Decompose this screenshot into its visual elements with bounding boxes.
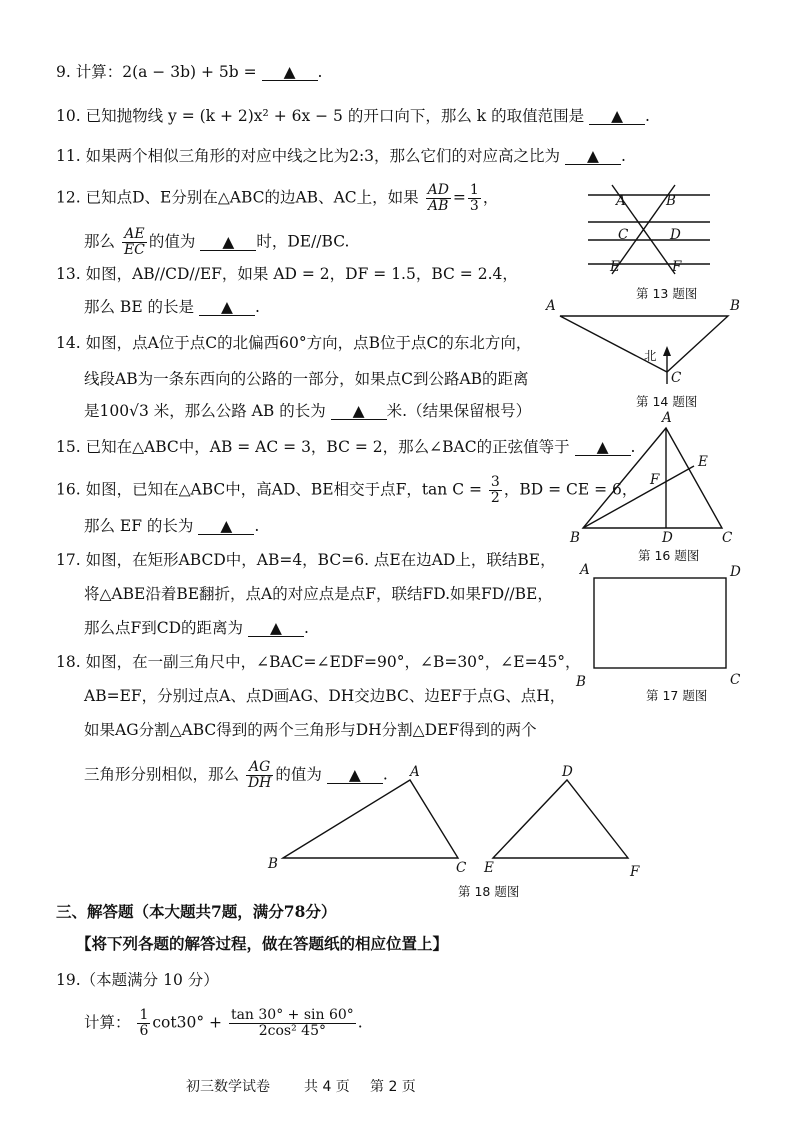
question-12: 12. 已知点D、E分别在△ABC的边AB、AC上，如果 $\frac{AD}{AB}$ = $\frac{1}{3}$ ， xyxy=(56,182,499,214)
answer-blank: ▲ xyxy=(589,108,645,125)
footer-total-pages: 共 4 页 xyxy=(304,1079,350,1095)
fraction-trig: $\frac{\tan 30^\circ + \sin 60^\circ}{\text{2cos² 45°}}$ xyxy=(230,1007,354,1039)
fraction-ag-dh: $\frac{AG}{DH}$ xyxy=(247,759,272,791)
fig14-north-label: 北 xyxy=(644,348,657,363)
fig18-label-f: F xyxy=(630,864,640,880)
fig17-label-a: A xyxy=(580,562,590,578)
fraction-one-third: $\frac{1}{3}$ xyxy=(469,182,479,214)
question-9: 9. 计算：2(a − 3b) + 5b = ▲ . xyxy=(56,63,323,81)
footer-page-number: 第 2 页 xyxy=(370,1079,416,1095)
answer-blank: ▲ xyxy=(200,234,256,251)
north-arrow-icon xyxy=(663,346,671,356)
fig17-label-d: D xyxy=(730,564,741,580)
question-19: 19.（本题满分 10 分） xyxy=(56,971,219,989)
fraction-ad-ab: $\frac{AD}{AB}$ xyxy=(427,182,449,214)
answer-blank: ▲ xyxy=(575,439,631,456)
answer-blank: ▲ xyxy=(262,64,318,81)
figure-18-triangle-def xyxy=(493,780,628,858)
fig18-label-e: E xyxy=(484,860,494,876)
fig16-label-c: C xyxy=(722,530,733,546)
question-18-line3: 如果AG分割△ABC得到的两个三角形与DH分割△DEF得到的两个 xyxy=(84,721,537,739)
question-18: 18. 如图，在一副三角尺中，∠BAC=∠EDF=90°，∠B=30°，∠E=45°， xyxy=(56,653,581,671)
question-11: 11. 如果两个相似三角形的对应中线之比为2:3，那么它们的对应高之比为 ▲ . xyxy=(56,147,626,165)
fig18-caption: 第 18 题图 xyxy=(458,884,520,899)
answer-blank: ▲ xyxy=(198,518,254,535)
fig13-label-e: E xyxy=(610,259,620,275)
fig13-label-a: A xyxy=(616,193,626,209)
question-14: 14. 如图，点A位于点C的北偏西60°方向，点B位于点C的东北方向， xyxy=(56,334,532,352)
fig17-label-b: B xyxy=(576,674,586,690)
question-19-expression: 计算： $\frac{1}{6}$ cot30° + $\frac{\tan 30^\circ + \sin 60^\circ}{\text{2cos² 45°}}$ . xyxy=(84,1007,363,1039)
figure-17-rectangle xyxy=(594,578,726,668)
fig14-label-a: A xyxy=(546,298,556,314)
fig13-caption: 第 13 题图 xyxy=(636,286,698,301)
answer-blank: ▲ xyxy=(331,403,387,420)
fig16-label-d: D xyxy=(662,530,673,546)
footer-title: 初三数学试卷 xyxy=(186,1079,270,1095)
question-15: 15. 已知在△ABC中，AB = AC = 3，BC = 2，那么∠BAC的正弦值等于 ▲ . xyxy=(56,438,636,456)
question-17-line2: 将△ABE沿着BE翻折，点A的对应点是点F，联结FD.如果FD//BE， xyxy=(84,585,553,603)
question-16-line2: 那么 EF 的长为 ▲ . xyxy=(84,517,260,535)
fig17-label-c: C xyxy=(730,672,741,688)
question-12-line2: 那么 $\frac{AE}{EC}$ 的值为 ▲ 时，DE//BC. xyxy=(84,226,350,258)
fig16-label-e: E xyxy=(698,454,708,470)
answer-blank: ▲ xyxy=(248,620,304,637)
fig13-label-f: F xyxy=(672,259,682,275)
fig13-label-c: C xyxy=(618,227,629,243)
fraction-three-halves: $\frac{3}{2}$ xyxy=(490,474,500,506)
question-18-line4: 三角形分别相似，那么 $\frac{AG}{DH}$ 的值为 ▲ . xyxy=(84,759,388,791)
fig14-label-b: B xyxy=(730,298,740,314)
fig16-label-a: A xyxy=(662,410,672,426)
fig16-label-f: F xyxy=(650,472,660,488)
fig14-caption: 第 14 题图 xyxy=(636,394,698,409)
fig13-label-d: D xyxy=(670,227,681,243)
figure-18-triangle-abc xyxy=(283,780,458,858)
question-14-line2: 线段AB为一条东西向的公路的一部分，如果点C到公路AB的距离 xyxy=(84,370,529,388)
fig18-label-b: B xyxy=(268,856,278,872)
answer-blank: ▲ xyxy=(327,767,383,784)
question-13: 13. 如图，AB//CD//EF，如果 AD = 2，DF = 1.5，BC = 2.4， xyxy=(56,265,518,283)
question-17-line3: 那么点F到CD的距离为 ▲ . xyxy=(84,619,309,637)
question-10: 10. 已知抛物线 y = (k + 2)x² + 6x − 5 的开口向下，那么 k 的取值范围是 ▲ . xyxy=(56,107,650,125)
question-18-line2: AB=EF，分别过点A、点D画AG、DH交边BC、边EF于点G、点H， xyxy=(84,687,566,705)
section-instruction: 【将下列各题的解答过程，做在答题纸的相应位置上】 xyxy=(76,934,449,953)
question-14-line3: 是100√3 米，那么公路 AB 的长为 ▲ 米.（结果保留根号） xyxy=(84,402,532,420)
answer-blank: ▲ xyxy=(565,148,621,165)
fig13-label-b: B xyxy=(666,193,676,209)
fig18-label-a: A xyxy=(410,764,420,780)
fig16-label-b: B xyxy=(570,530,580,546)
figure-13-lines xyxy=(588,185,710,274)
fig17-caption: 第 17 题图 xyxy=(646,688,708,703)
fig14-label-c: C xyxy=(671,370,682,386)
fig18-label-c: C xyxy=(456,860,467,876)
fig18-label-d: D xyxy=(562,764,573,780)
question-13-line2: 那么 BE 的长是 ▲ . xyxy=(84,298,260,316)
question-16: 16. 如图，已知在△ABC中，高AD、BE相交于点F，tan C = $\frac{3}{2}$ ，BD = CE = 6， xyxy=(56,474,638,506)
fraction-ae-ec: $\frac{AE}{EC}$ xyxy=(123,226,145,258)
fig16-caption: 第 16 题图 xyxy=(638,548,700,563)
answer-blank: ▲ xyxy=(199,299,255,316)
fraction-one-sixth: $\frac{1}{6}$ xyxy=(139,1007,149,1039)
question-17: 17. 如图，在矩形ABCD中，AB=4，BC=6. 点E在边AD上，联结BE， xyxy=(56,551,556,569)
section-title: 三、解答题（本大题共7题，满分78分） xyxy=(56,902,337,921)
